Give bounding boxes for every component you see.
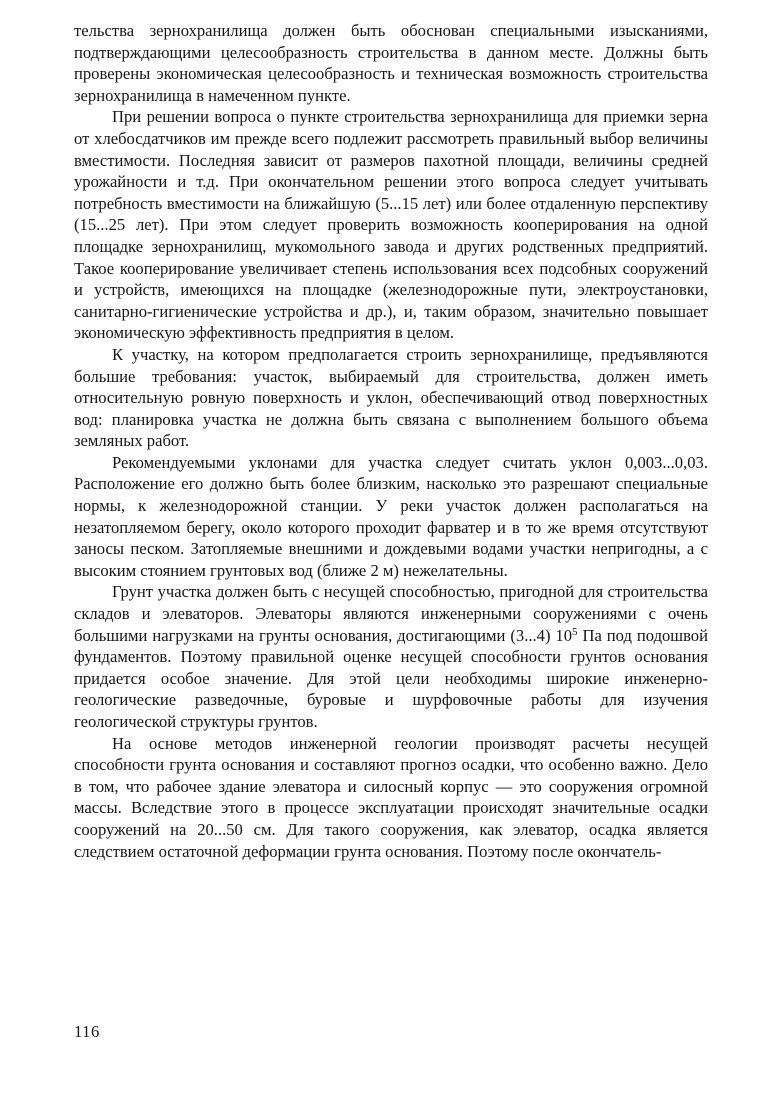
paragraph-1: тельства зернохранилища должен быть обоснован специальными изысканиями, подтверждающими целесообразность строительства в данном месте. Должны быть проверены экономическая целесообразность и техническая возможность строительства зернохранилища в намеченном пункте.: [74, 21, 708, 105]
paragraph-5: [74, 581, 708, 732]
page-number: 116: [74, 1022, 100, 1041]
paragraph-5-part-b: Па под подошвой фундаментов. Поэтому правильной оценке несущей способности грунтов основания придается особое значение. Для этой цели необходимы широкие инженерно-геологические разведочные, буровые и шурфовочные работы для изучения геологической структуры грунтов.: [74, 625, 708, 731]
paragraph-5-exponent: 5: [572, 625, 578, 638]
page-body: [74, 20, 708, 862]
paragraph-5-part-a: Грунт участка должен быть с несущей способностью, пригодной для строительства складов и элеваторов. Элеваторы являются инженерными сооружениями с очень большими нагрузками на грунты основания, достигающими (3...4) 10: [74, 582, 708, 645]
paragraph-4: Рекомендуемыми уклонами для участка следует считать уклон 0,003...0,03. Расположение его должно быть более близким, насколько это разрешают специальные нормы, к железнодорожной станции. У реки участок должен располагаться на незатопляемом берегу, около которого проходит фарватер и в то же время отсутствуют заносы песком. Затопляемые внешними и дождевыми водами участки непригодны, а с высоким стоянием грунтовых вод (ближе 2 м) нежелательны.: [74, 452, 708, 580]
paragraph-3: К участку, на котором предполагается строить зернохранилище, предъявляются большие требования: участок, выбираемый для строительства, должен иметь относительную ровную поверхность и уклон, обеспечивающий отвод поверхностных вод: планировка участка не должна быть связана с выполнением большого объема земляных работ.: [74, 344, 708, 451]
paragraph-2: При решении вопроса о пункте строительства зернохранилища для приемки зерна от хлебосдатчиков им прежде всего подлежит рассмотреть правильный выбор величины вместимости. Последняя зависит от размеров пахотной площади, величины средней урожайности и т.д. При окончательном решении этого вопроса следует учитывать потребность вместимости на ближайшую (5...15 лет) или более отдаленную перспективу (15...25 лет). При этом следует проверить возможность кооперирования на одной площадке зернохранилищ, мукомольного завода и других родственных предприятий. Такое кооперирование увеличивает степень использования всех подсобных сооружений и устройств, имеющихся на площадке (железнодорожные пути, электроустановки, санитарно-гигиенические устройства и др.), и, таким образом, значительно повышает экономическую эффективность предприятия в целом.: [74, 107, 708, 343]
paragraph-6: На основе методов инженерной геологии производят расчеты несущей способности грунта основания и составляют прогноз осадки, что особенно важно. Дело в том, что рабочее здание элеватора и силосный корпус — это сооружения огромной массы. Вследствие этого в процессе эксплуатации происходят значительные осадки сооружений на 20...50 см. Для такого сооружения, как элеватор, осадка является следствием остаточной деформации грунта основания. Поэтому после окончатель-: [74, 733, 708, 861]
